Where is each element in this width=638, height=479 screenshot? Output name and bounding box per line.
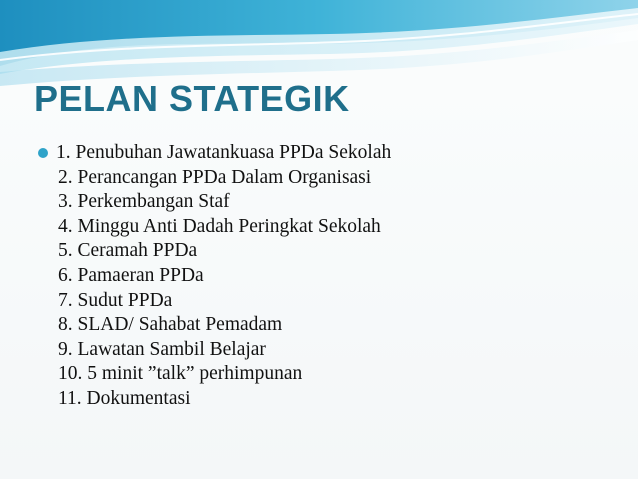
list-item: 11. Dokumentasi: [58, 387, 191, 409]
filled-circle-bullet-icon: [38, 148, 48, 158]
header-wave-decoration: [0, 0, 638, 90]
list-item-text: 1. Penubuhan Jawatankuasa PPDa Sekolah: [56, 142, 392, 163]
list-item: 6. Pamaeran PPDa: [58, 264, 204, 286]
list-item: 4. Minggu Anti Dadah Peringkat Sekolah: [58, 215, 381, 237]
list-item: [38, 141, 618, 166]
slide-title: PELAN STATEGIK: [34, 78, 350, 119]
list-item: 5. Ceramah PPDa: [58, 240, 198, 262]
list-item: 8. SLAD/ Sahabat Pemadam: [58, 314, 283, 336]
list-item: 9. Lawatan Sambil Belajar: [58, 338, 266, 360]
list-item: 2. Perancangan PPDa Dalam Organisasi: [58, 166, 372, 188]
list-item: 3. Perkembangan Staf: [58, 191, 230, 213]
plan-list: [38, 141, 618, 412]
list-item: 10. 5 minit ”talk” perhimpunan: [58, 363, 303, 385]
list-item: 7. Sudut PPDa: [58, 289, 173, 311]
